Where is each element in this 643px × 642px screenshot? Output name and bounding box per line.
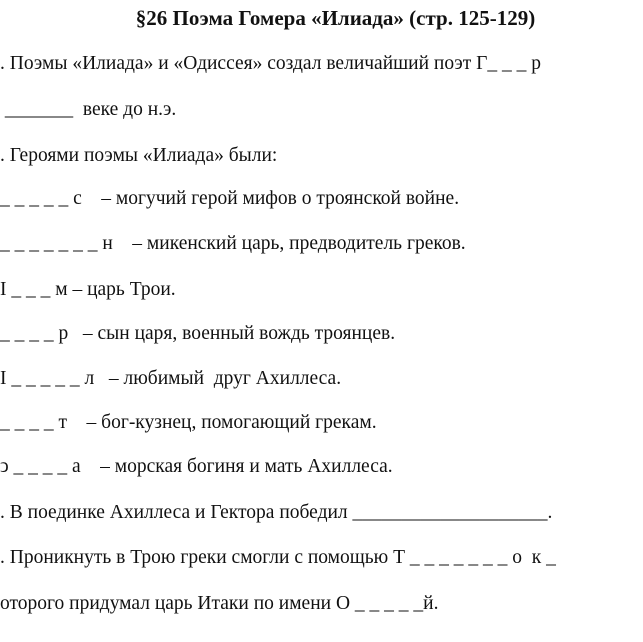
- question-3-line: . В поединке Ахиллеса и Гектора победил ____________________.: [0, 502, 553, 523]
- question-4-continuation-line: оторого придумал царь Итаки по имени О _ _ _ _ _й.: [0, 593, 439, 614]
- hero-patroclus-line: І _ _ _ _ _ л – любимый друг Ахиллеса.: [0, 368, 342, 389]
- hero-priam-line: І _ _ _ м – царь Трои.: [0, 279, 176, 300]
- hero-achilles-line: _ _ _ _ _ с – могучий герой мифов о троянской войне.: [0, 188, 460, 209]
- hero-agamemnon-line: _ _ _ _ _ _ _ н – микенский царь, предводитель греков.: [0, 233, 466, 254]
- question-1-line: . Поэмы «Илиада» и «Одиссея» создал величайший поэт Г_ _ _ р: [0, 53, 542, 74]
- question-2-heading: . Героями поэмы «Илиада» были:: [0, 145, 278, 166]
- question-4-line: . Проникнуть в Трою греки смогли с помощью Т _ _ _ _ _ _ _ о к _: [0, 547, 556, 568]
- hero-thetis-line: ͻ _ _ _ _ а – морская богиня и мать Ахиллеса.: [0, 456, 393, 477]
- question-1-century-line: _______ веке до н.э.: [0, 99, 177, 120]
- hero-hector-line: _ _ _ _ р – сын царя, военный вождь троянцев.: [0, 323, 396, 344]
- page-title-text: §26 Поэма Гомера «Илиада» (стр. 125-129): [135, 6, 536, 30]
- page-title: [0, 6, 643, 31]
- hero-hephaestus-line: _ _ _ _ т – бог-кузнец, помогающий грекам.: [0, 412, 377, 433]
